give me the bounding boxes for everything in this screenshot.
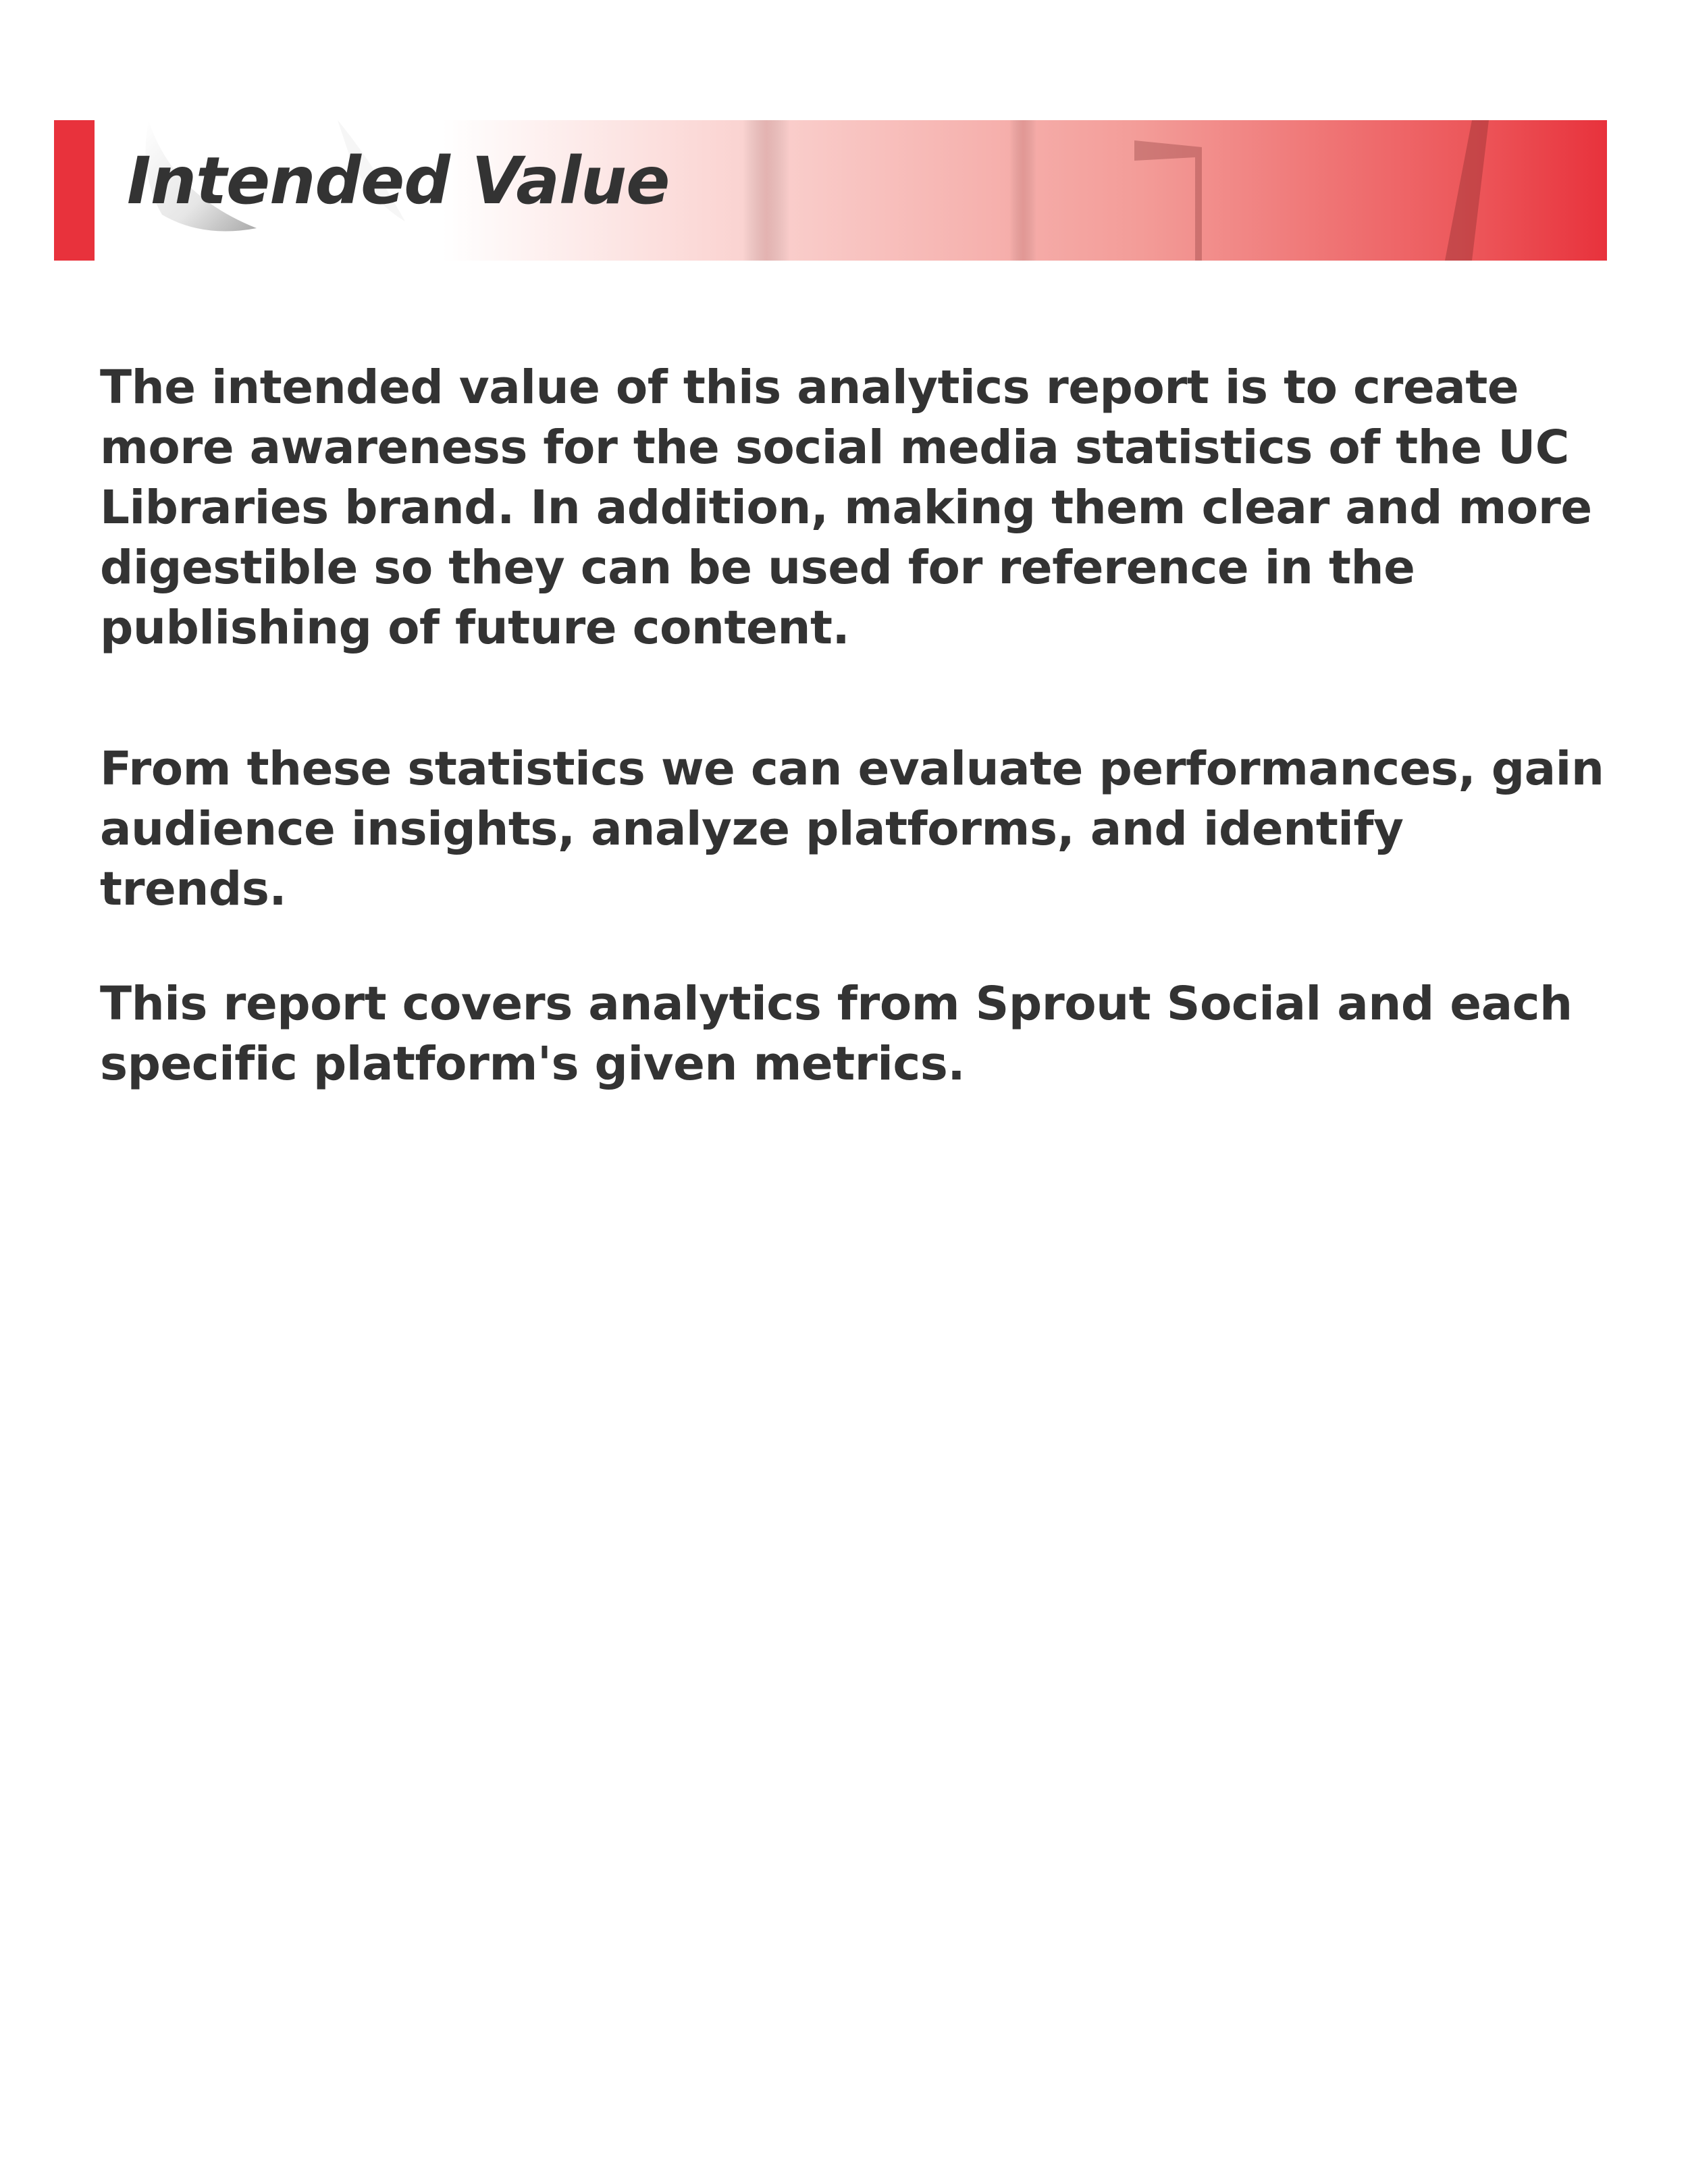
intended-value-paragraph: The intended value of this analytics report is to create more awareness for the social media statistics of the UC Libraries brand. In addition, making them clear and more digestible so they can be used for reference in the publishing of future content.	[100, 361, 1592, 655]
section-header-banner	[54, 120, 1607, 261]
banner-fold-shadow	[1009, 120, 1036, 261]
sources-paragraph: This report covers analytics from Sprout Social and each specific platform's given metrics.	[100, 977, 1573, 1091]
accent-bar	[54, 120, 95, 261]
page-title: Intended Value	[127, 143, 670, 219]
evaluation-paragraph: From these statistics we can evaluate performances, gain audience insights, analyze platforms, and identify trends.	[100, 742, 1604, 916]
banner-fold-shadow	[743, 120, 790, 261]
